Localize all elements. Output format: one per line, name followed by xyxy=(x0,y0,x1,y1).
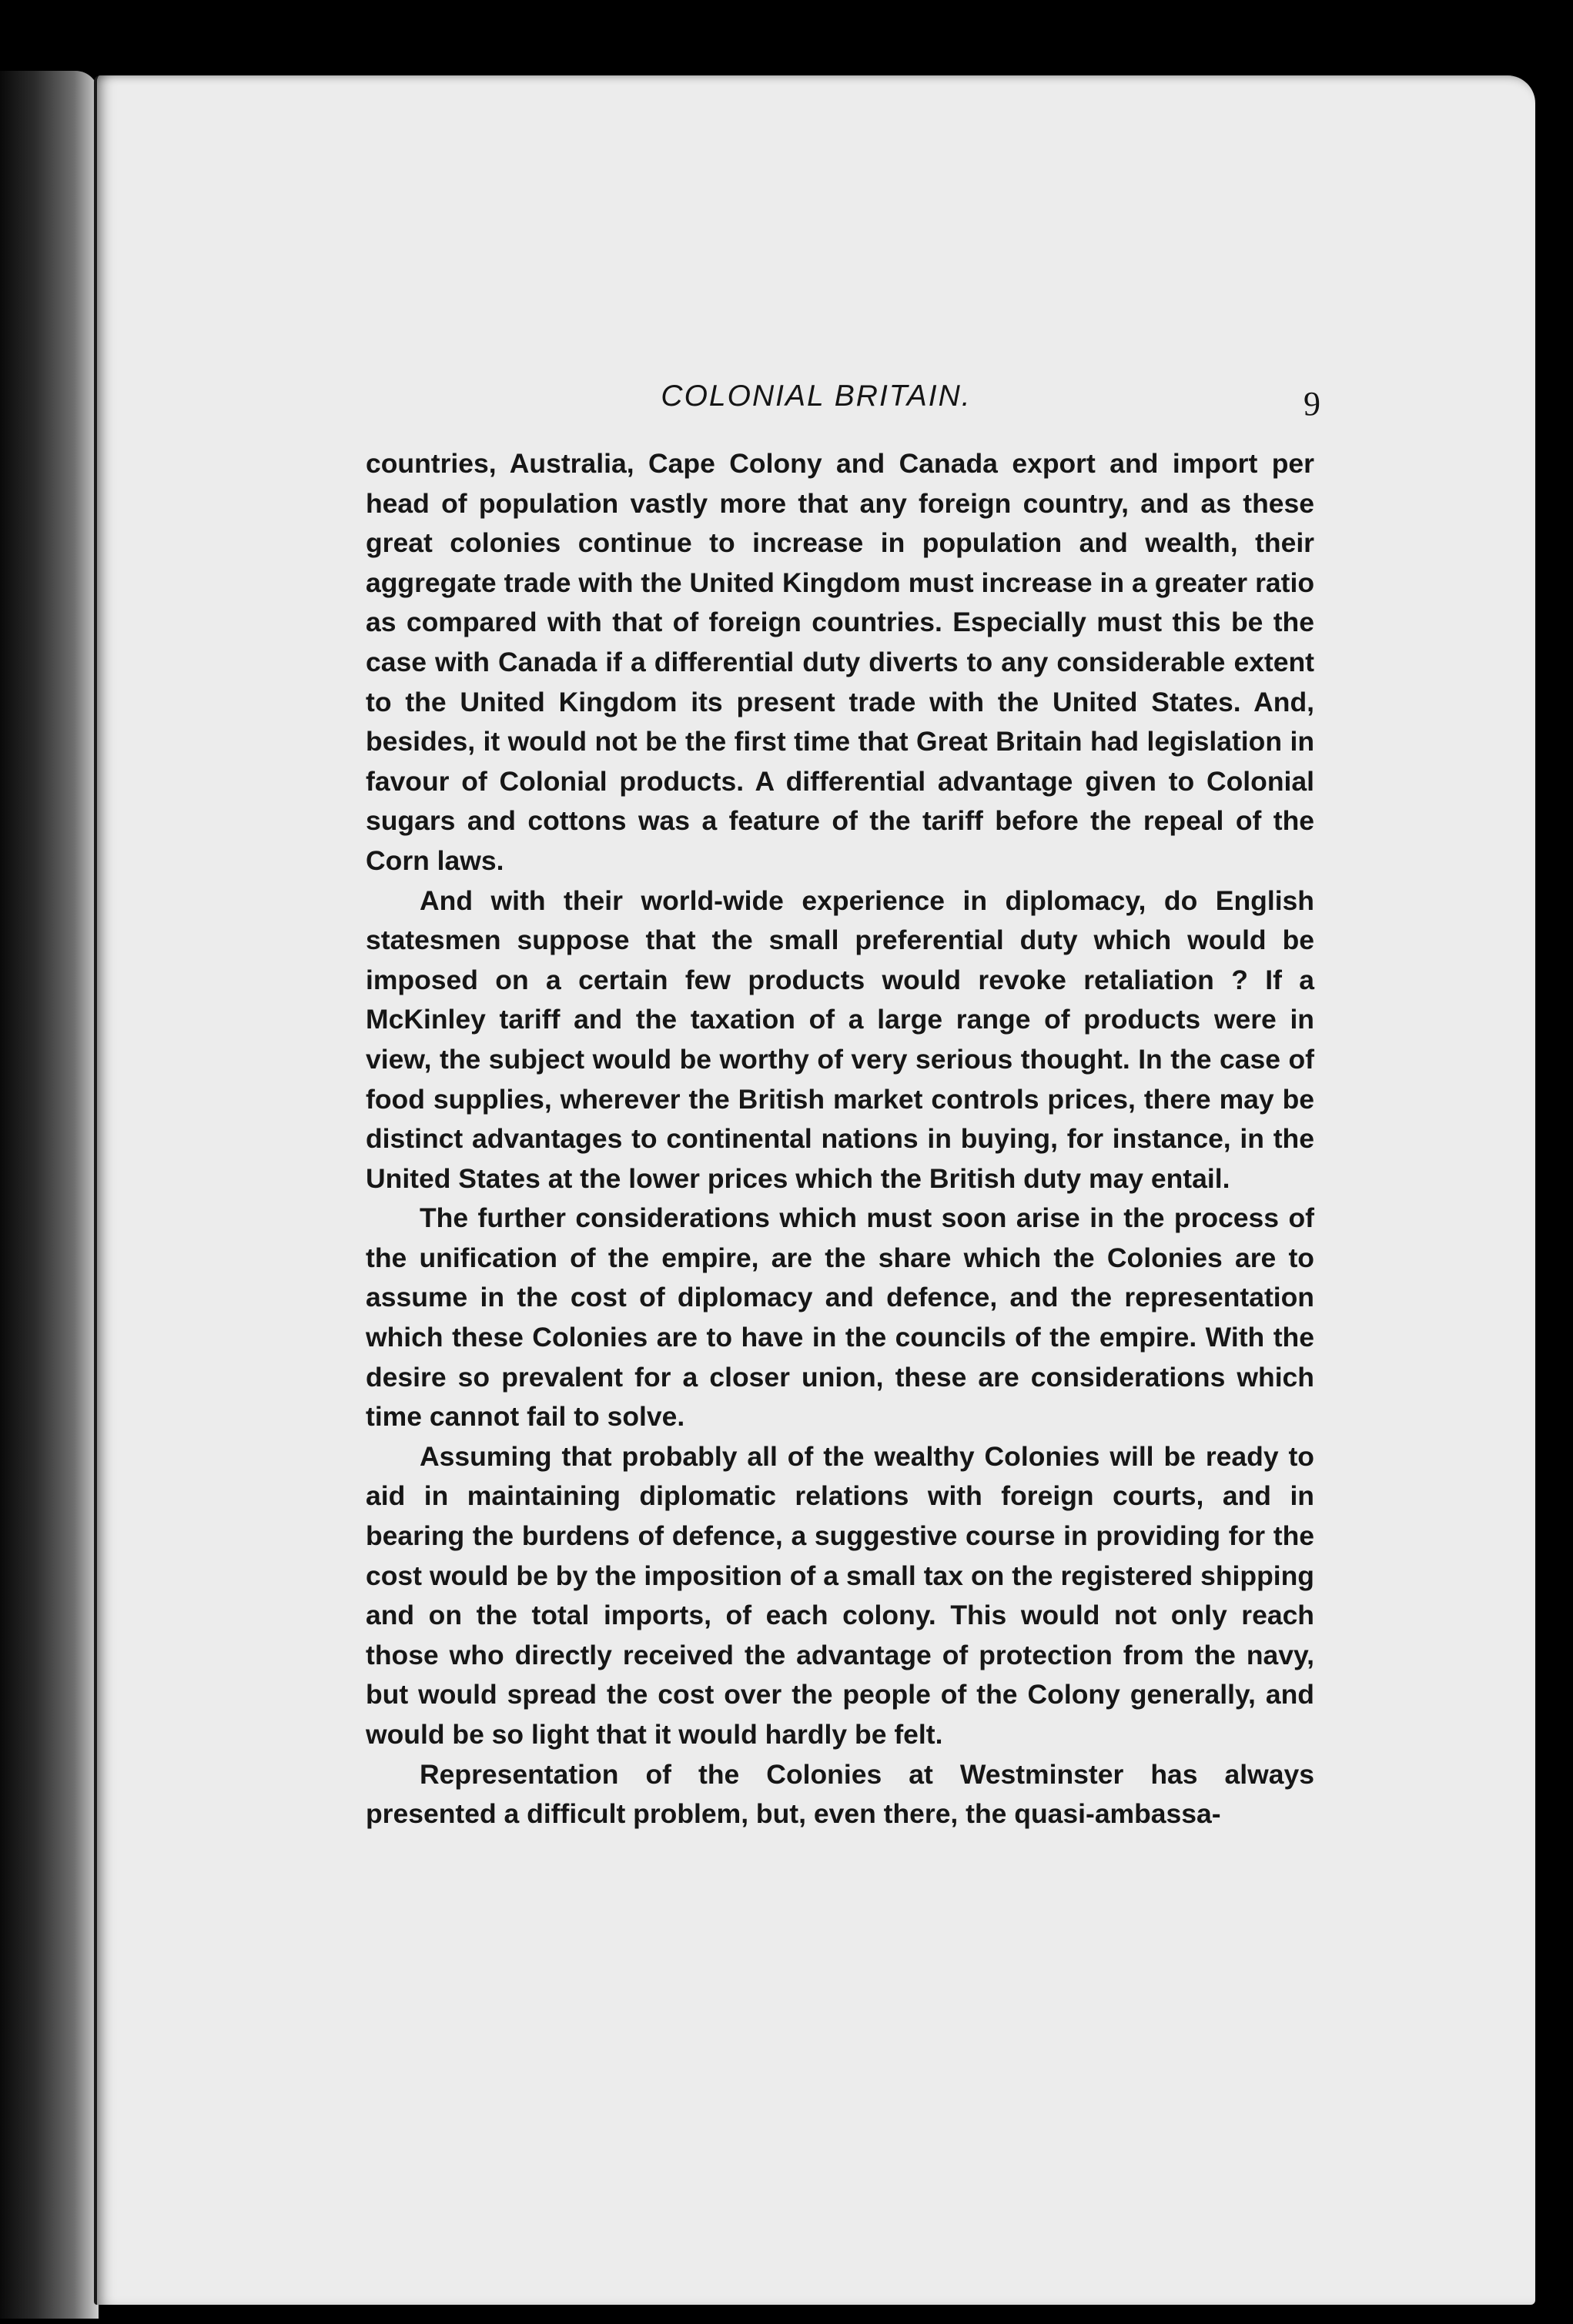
paragraph: Assuming that probably all of the wealthy Colonies will be ready to aid in maintaining diplomatic relations with foreign courts, and in bearing the burdens of defence, a suggestive course in providing for the cost would be by the imposition of a small tax on the registered shipping and on the total imports, of each colony. This would not only reach those who directly received the advantage of protection from the navy, but would spread the cost over the people of the Colony generally, and would be so light that it would hardly be felt. xyxy=(366,1440,1314,1750)
facing-page-edge xyxy=(0,71,99,2319)
paragraph: Representation of the Colonies at Westminster has always presented a difficult problem, but, even there, the quasi-ambassa- xyxy=(366,1758,1314,1830)
running-head-title: COLONIAL BRITAIN. xyxy=(661,380,972,413)
paragraph: countries, Australia, Cape Colony and Canada export and import per head of population vastly more that any foreign country, and as these great colonies continue to increase in population and wealth, their aggregate trade with the United Kingdom must increase in a greater ratio as compared with that of foreign countries. Especially must this be the case with Canada if a differential duty diverts to any considerable extent to the United Kingdom its present trade with the United States. And, besides, it would not be the first time that Great Britain had legislation in favour of Colonial products. A differential advantage given to Colonial sugars and cottons was a feature of the tariff before the repeal of the Corn laws. xyxy=(366,448,1314,876)
body-text xyxy=(366,444,1314,1834)
page-number: 9 xyxy=(1304,385,1320,423)
paragraph: The further considerations which must soon arise in the process of the unification of the empire, are the share which the Colonies are to assume in the cost of diplomacy and defence, and the representation which these Colonies are to have in the councils of the empire. With the desire so prevalent for a closer union, these are considerations which time cannot fail to solve. xyxy=(366,1202,1314,1433)
running-head xyxy=(362,373,1320,427)
paragraph: And with their world-wide experience in diplomacy, do English statesmen suppose that the small preferential duty which would be imposed on a certain few products would revoke retaliation ? If a McKinley tariff and the taxation of a large range of products were in view, the subject would be worthy of very serious thought. In the case of food supplies, wherever the British market controls prices, there may be distinct advantages to continental nations in buying, for instance, in the United States at the lower prices which the British duty may entail. xyxy=(366,884,1314,1194)
